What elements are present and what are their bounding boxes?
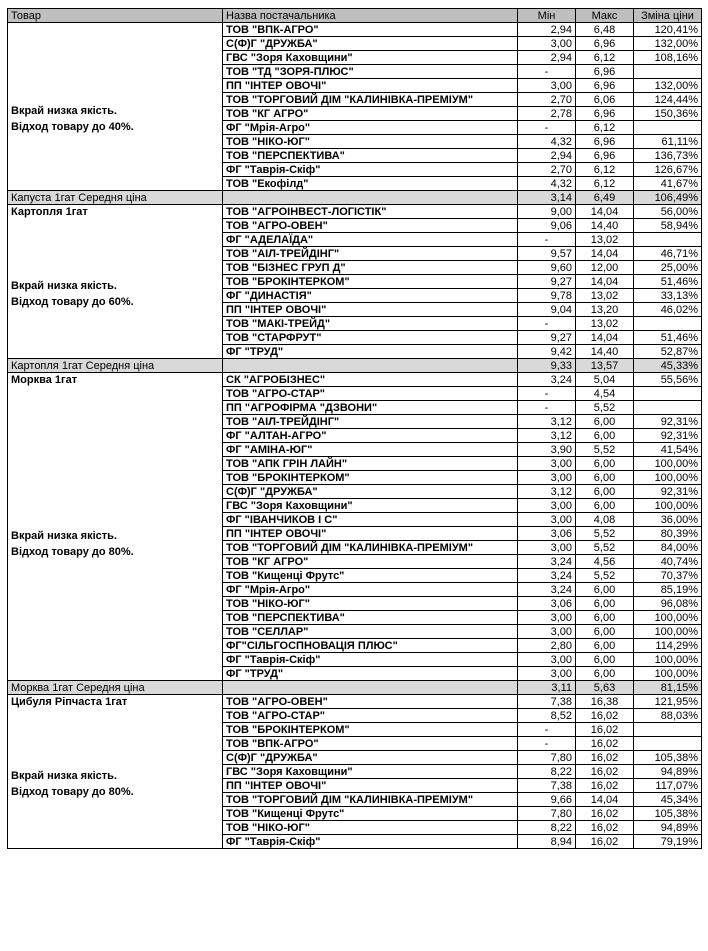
price-change-cell xyxy=(634,65,702,79)
supplier-cell: ТОВ "АІЛ-ТРЕЙДІНГ" xyxy=(223,415,518,429)
table-row xyxy=(8,205,702,219)
price-change-cell xyxy=(634,317,702,331)
max-price-cell: 14,04 xyxy=(576,247,634,261)
average-label: Капуста 1гат Середня ціна xyxy=(8,191,223,205)
price-change-cell: 40,74% xyxy=(634,555,702,569)
max-price-cell: 6,00 xyxy=(576,485,634,499)
price-change-cell: 58,94% xyxy=(634,219,702,233)
supplier-cell: ТОВ "ВПК-АГРО" xyxy=(223,737,518,751)
max-price-cell: 5,04 xyxy=(576,373,634,387)
max-price-cell: 13,20 xyxy=(576,303,634,317)
price-change-cell: 150,36% xyxy=(634,107,702,121)
supplier-cell: ФГ "АЛТАН-АГРО" xyxy=(223,429,518,443)
average-change: 81,15% xyxy=(634,681,702,695)
price-change-cell: 94,89% xyxy=(634,765,702,779)
price-change-cell: 46,71% xyxy=(634,247,702,261)
quality-note-line2: Відход товару до 60%. xyxy=(11,296,134,308)
price-change-cell: 41,54% xyxy=(634,443,702,457)
price-change-cell: 33,13% xyxy=(634,289,702,303)
min-price-cell: 4,32 xyxy=(518,135,576,149)
price-change-cell: 117,07% xyxy=(634,779,702,793)
min-price-cell: 7,38 xyxy=(518,779,576,793)
supplier-cell: ФГ "АМІНА-ЮГ" xyxy=(223,443,518,457)
max-price-cell: 6,96 xyxy=(576,65,634,79)
max-price-cell: 6,96 xyxy=(576,79,634,93)
product-name: Картопля 1гат xyxy=(11,206,88,218)
min-price-cell: 3,24 xyxy=(518,373,576,387)
product-cell xyxy=(8,205,223,359)
price-change-cell: 100,00% xyxy=(634,457,702,471)
min-price-cell: - xyxy=(518,737,576,751)
max-price-cell: 6,96 xyxy=(576,37,634,51)
supplier-cell: ПП "АГРОФІРМА "ДЗВОНИ" xyxy=(223,401,518,415)
price-change-cell: 100,00% xyxy=(634,625,702,639)
price-change-cell xyxy=(634,387,702,401)
price-change-cell: 124,44% xyxy=(634,93,702,107)
quality-note-line1: Вкрай низка якість. xyxy=(11,280,117,292)
supplier-cell: ФГ"СІЛЬГОСПНОВАЦІЯ ПЛЮС" xyxy=(223,639,518,653)
supplier-cell: ТОВ "НІКО-ЮГ" xyxy=(223,821,518,835)
average-change: 45,33% xyxy=(634,359,702,373)
supplier-cell: С(Ф)Г "ДРУЖБА" xyxy=(223,751,518,765)
min-price-cell: 3,00 xyxy=(518,541,576,555)
max-price-cell: 6,00 xyxy=(576,639,634,653)
supplier-cell: ФГ "ІВАНЧИКОВ І С" xyxy=(223,513,518,527)
max-price-cell: 6,00 xyxy=(576,415,634,429)
min-price-cell: 3,06 xyxy=(518,597,576,611)
price-change-cell: 100,00% xyxy=(634,611,702,625)
min-price-cell: 9,66 xyxy=(518,793,576,807)
max-price-cell: 16,02 xyxy=(576,751,634,765)
min-price-cell: - xyxy=(518,723,576,737)
min-price-cell: 8,22 xyxy=(518,821,576,835)
supplier-cell: ТОВ "АГРО-ОВЕН" xyxy=(223,695,518,709)
min-price-cell: - xyxy=(518,401,576,415)
price-change-cell: 80,39% xyxy=(634,527,702,541)
price-change-cell: 94,89% xyxy=(634,821,702,835)
min-price-cell: - xyxy=(518,233,576,247)
price-change-cell: 52,87% xyxy=(634,345,702,359)
supplier-cell: ТОВ "Кищенці Фрутс" xyxy=(223,569,518,583)
supplier-cell: ФГ "ТРУД" xyxy=(223,345,518,359)
price-change-cell: 100,00% xyxy=(634,653,702,667)
min-price-cell: 3,24 xyxy=(518,583,576,597)
supplier-cell: ТОВ "Кищенці Фрутс" xyxy=(223,807,518,821)
price-change-cell: 132,00% xyxy=(634,79,702,93)
price-change-cell: 132,00% xyxy=(634,37,702,51)
max-price-cell: 6,12 xyxy=(576,163,634,177)
average-min: 3,14 xyxy=(518,191,576,205)
quality-note xyxy=(11,770,134,798)
price-change-cell: 96,08% xyxy=(634,597,702,611)
supplier-cell: ТОВ "АПК ГРІН ЛАЙН" xyxy=(223,457,518,471)
product-name: Цибуля Ріпчаста 1гат xyxy=(11,696,128,708)
max-price-cell: 14,40 xyxy=(576,345,634,359)
max-price-cell: 4,56 xyxy=(576,555,634,569)
min-price-cell: 9,57 xyxy=(518,247,576,261)
price-change-cell: 92,31% xyxy=(634,429,702,443)
min-price-cell: 2,94 xyxy=(518,149,576,163)
supplier-cell: ГВС "Зоря Каховщини" xyxy=(223,499,518,513)
min-price-cell: 2,70 xyxy=(518,93,576,107)
min-price-cell: 3,00 xyxy=(518,457,576,471)
max-price-cell: 16,02 xyxy=(576,821,634,835)
supplier-cell: ТОВ "АІЛ-ТРЕЙДІНГ" xyxy=(223,247,518,261)
min-price-cell: 3,00 xyxy=(518,471,576,485)
supplier-cell: ТОВ "ПЕРСПЕКТИВА" xyxy=(223,611,518,625)
min-price-cell: - xyxy=(518,387,576,401)
price-change-cell: 70,37% xyxy=(634,569,702,583)
max-price-cell: 16,02 xyxy=(576,835,634,849)
min-price-cell: 9,78 xyxy=(518,289,576,303)
supplier-cell: ТОВ "ПЕРСПЕКТИВА" xyxy=(223,149,518,163)
min-price-cell: 3,00 xyxy=(518,625,576,639)
max-price-cell: 6,96 xyxy=(576,107,634,121)
min-price-cell: 3,00 xyxy=(518,667,576,681)
supplier-cell: ТОВ "Екофілд" xyxy=(223,177,518,191)
supplier-cell: ТОВ "АГРО-СТАР" xyxy=(223,387,518,401)
max-price-cell: 14,04 xyxy=(576,793,634,807)
supplier-cell: ТОВ "СЕЛЛАР" xyxy=(223,625,518,639)
quality-note-line1: Вкрай низка якість. xyxy=(11,770,117,782)
price-change-cell xyxy=(634,121,702,135)
supplier-cell: ТОВ "КГ АГРО" xyxy=(223,555,518,569)
max-price-cell: 6,00 xyxy=(576,667,634,681)
supplier-cell: С(Ф)Г "ДРУЖБА" xyxy=(223,37,518,51)
supplier-cell: ТОВ "БРОКІНТЕРКОМ" xyxy=(223,471,518,485)
min-price-cell: 9,27 xyxy=(518,331,576,345)
supplier-cell: ТОВ "НІКО-ЮГ" xyxy=(223,597,518,611)
min-price-cell: 3,24 xyxy=(518,555,576,569)
supplier-cell: ФГ "Таврія-Скіф" xyxy=(223,653,518,667)
price-change-cell: 25,00% xyxy=(634,261,702,275)
min-price-cell: 3,00 xyxy=(518,79,576,93)
table-body xyxy=(8,23,702,849)
max-price-cell: 16,02 xyxy=(576,779,634,793)
supplier-cell: ТОВ "ТОРГОВИЙ ДІМ "КАЛИНІВКА-ПРЕМІУМ" xyxy=(223,541,518,555)
quality-note xyxy=(11,105,134,133)
table-row xyxy=(8,23,702,37)
price-change-cell: 55,56% xyxy=(634,373,702,387)
min-price-cell: 4,32 xyxy=(518,177,576,191)
price-change-cell: 41,67% xyxy=(634,177,702,191)
max-price-cell: 5,52 xyxy=(576,569,634,583)
quality-note xyxy=(11,530,134,558)
average-row xyxy=(8,191,702,205)
max-price-cell: 6,06 xyxy=(576,93,634,107)
supplier-cell: ФГ "АДЕЛАЇДА" xyxy=(223,233,518,247)
max-price-cell: 14,04 xyxy=(576,331,634,345)
min-price-cell: 3,00 xyxy=(518,611,576,625)
min-price-cell: 7,38 xyxy=(518,695,576,709)
max-price-cell: 12,00 xyxy=(576,261,634,275)
max-price-cell: 6,12 xyxy=(576,51,634,65)
max-price-cell: 4,54 xyxy=(576,387,634,401)
max-price-cell: 6,00 xyxy=(576,583,634,597)
price-change-cell: 51,46% xyxy=(634,275,702,289)
min-price-cell: 2,70 xyxy=(518,163,576,177)
average-empty-cell xyxy=(223,681,518,695)
min-price-cell: - xyxy=(518,317,576,331)
max-price-cell: 6,00 xyxy=(576,471,634,485)
average-max: 6,49 xyxy=(576,191,634,205)
column-header-product: Товар xyxy=(8,9,223,23)
average-row xyxy=(8,359,702,373)
quality-note-line2: Відход товару до 80%. xyxy=(11,786,134,798)
min-price-cell: 7,80 xyxy=(518,807,576,821)
max-price-cell: 5,52 xyxy=(576,401,634,415)
supplier-cell: ФГ "Таврія-Скіф" xyxy=(223,835,518,849)
min-price-cell: 2,80 xyxy=(518,639,576,653)
price-change-cell: 100,00% xyxy=(634,667,702,681)
quality-note-line2: Відход товару до 80%. xyxy=(11,546,134,558)
min-price-cell: 3,00 xyxy=(518,513,576,527)
average-min: 3,11 xyxy=(518,681,576,695)
supplier-cell: ТОВ "НІКО-ЮГ" xyxy=(223,135,518,149)
quality-note-line1: Вкрай низка якість. xyxy=(11,530,117,542)
supplier-cell: ТОВ "АГРО-ОВЕН" xyxy=(223,219,518,233)
supplier-cell: СК "АГРОБІЗНЕС" xyxy=(223,373,518,387)
min-price-cell: 8,94 xyxy=(518,835,576,849)
supplier-cell: ТОВ "МАКІ-ТРЕЙД" xyxy=(223,317,518,331)
average-min: 9,33 xyxy=(518,359,576,373)
column-header-min: Мін xyxy=(518,9,576,23)
min-price-cell: 3,00 xyxy=(518,499,576,513)
price-change-cell: 88,03% xyxy=(634,709,702,723)
price-change-cell: 100,00% xyxy=(634,499,702,513)
min-price-cell: 9,27 xyxy=(518,275,576,289)
price-change-cell: 114,29% xyxy=(634,639,702,653)
max-price-cell: 6,00 xyxy=(576,597,634,611)
supplier-cell: ФГ "ТРУД" xyxy=(223,667,518,681)
price-change-cell: 136,73% xyxy=(634,149,702,163)
min-price-cell: 3,12 xyxy=(518,415,576,429)
average-max: 5,63 xyxy=(576,681,634,695)
price-change-cell: 105,38% xyxy=(634,751,702,765)
price-change-cell: 105,38% xyxy=(634,807,702,821)
max-price-cell: 13,02 xyxy=(576,233,634,247)
price-change-cell: 100,00% xyxy=(634,471,702,485)
max-price-cell: 6,00 xyxy=(576,653,634,667)
average-empty-cell xyxy=(223,191,518,205)
column-header-change: Зміна ціни xyxy=(634,9,702,23)
max-price-cell: 16,02 xyxy=(576,765,634,779)
min-price-cell: 3,12 xyxy=(518,429,576,443)
min-price-cell: 3,90 xyxy=(518,443,576,457)
max-price-cell: 6,12 xyxy=(576,177,634,191)
header-row xyxy=(8,9,702,23)
max-price-cell: 6,12 xyxy=(576,121,634,135)
column-header-supplier: Назва постачальника xyxy=(223,9,518,23)
min-price-cell: 9,00 xyxy=(518,205,576,219)
average-label: Картопля 1гат Середня ціна xyxy=(8,359,223,373)
average-max: 13,57 xyxy=(576,359,634,373)
quality-note-line2: Відход товару до 40%. xyxy=(11,121,134,133)
supplier-cell: ТОВ "БРОКІНТЕРКОМ" xyxy=(223,723,518,737)
price-change-cell: 61,11% xyxy=(634,135,702,149)
max-price-cell: 16,38 xyxy=(576,695,634,709)
min-price-cell: 8,22 xyxy=(518,765,576,779)
max-price-cell: 5,52 xyxy=(576,541,634,555)
supplier-cell: С(Ф)Г "ДРУЖБА" xyxy=(223,485,518,499)
min-price-cell: 9,06 xyxy=(518,219,576,233)
supplier-cell: ТОВ "ВПК-АГРО" xyxy=(223,23,518,37)
min-price-cell: 9,04 xyxy=(518,303,576,317)
price-change-cell: 51,46% xyxy=(634,331,702,345)
max-price-cell: 6,00 xyxy=(576,429,634,443)
max-price-cell: 6,00 xyxy=(576,625,634,639)
max-price-cell: 6,00 xyxy=(576,611,634,625)
max-price-cell: 16,02 xyxy=(576,709,634,723)
quality-note xyxy=(11,280,134,308)
max-price-cell: 6,00 xyxy=(576,499,634,513)
max-price-cell: 14,04 xyxy=(576,205,634,219)
supplier-cell: ФГ "Таврія-Скіф" xyxy=(223,163,518,177)
min-price-cell: 8,52 xyxy=(518,709,576,723)
min-price-cell: 3,00 xyxy=(518,653,576,667)
price-change-cell: 46,02% xyxy=(634,303,702,317)
max-price-cell: 16,02 xyxy=(576,723,634,737)
supplier-cell: ТОВ "КГ АГРО" xyxy=(223,107,518,121)
supplier-cell: ПП "ІНТЕР ОВОЧІ" xyxy=(223,79,518,93)
supplier-cell: ТОВ "БІЗНЕС ГРУП Д" xyxy=(223,261,518,275)
supplier-cell: ТОВ "АГРОІНВЕСТ-ЛОГІСТІК" xyxy=(223,205,518,219)
max-price-cell: 6,96 xyxy=(576,135,634,149)
max-price-cell: 16,02 xyxy=(576,807,634,821)
max-price-cell: 13,02 xyxy=(576,289,634,303)
quality-note-line1: Вкрай низка якість. xyxy=(11,105,117,117)
average-row xyxy=(8,681,702,695)
max-price-cell: 16,02 xyxy=(576,737,634,751)
min-price-cell: 2,94 xyxy=(518,51,576,65)
price-change-cell: 85,19% xyxy=(634,583,702,597)
max-price-cell: 6,96 xyxy=(576,149,634,163)
price-change-cell: 45,34% xyxy=(634,793,702,807)
column-header-max: Макс xyxy=(576,9,634,23)
max-price-cell: 4,08 xyxy=(576,513,634,527)
supplier-cell: ГВС "Зоря Каховщини" xyxy=(223,51,518,65)
price-change-cell xyxy=(634,401,702,415)
price-change-cell: 120,41% xyxy=(634,23,702,37)
supplier-cell: ФГ "Мрія-Агро" xyxy=(223,121,518,135)
table-row xyxy=(8,695,702,709)
price-change-cell: 121,95% xyxy=(634,695,702,709)
min-price-cell: - xyxy=(518,65,576,79)
min-price-cell: 3,06 xyxy=(518,527,576,541)
supplier-cell: ФГ "Мрія-Агро" xyxy=(223,583,518,597)
min-price-cell: 9,42 xyxy=(518,345,576,359)
supplier-cell: ТОВ "СТАРФРУТ" xyxy=(223,331,518,345)
product-name: Морква 1гат xyxy=(11,374,78,386)
supplier-cell: ТОВ "ТОРГОВИЙ ДІМ "КАЛИНІВКА-ПРЕМІУМ" xyxy=(223,793,518,807)
min-price-cell: 2,94 xyxy=(518,23,576,37)
price-change-cell: 79,19% xyxy=(634,835,702,849)
supplier-cell: ПП "ІНТЕР ОВОЧІ" xyxy=(223,779,518,793)
supplier-cell: ТОВ "АГРО-СТАР" xyxy=(223,709,518,723)
max-price-cell: 5,52 xyxy=(576,443,634,457)
min-price-cell: 3,00 xyxy=(518,37,576,51)
price-change-cell: 84,00% xyxy=(634,541,702,555)
price-change-cell: 92,31% xyxy=(634,415,702,429)
average-change: 106,49% xyxy=(634,191,702,205)
price-change-cell xyxy=(634,723,702,737)
product-cell xyxy=(8,695,223,849)
price-change-cell: 92,31% xyxy=(634,485,702,499)
supplier-cell: ТОВ "ТОРГОВИЙ ДІМ "КАЛИНІВКА-ПРЕМІУМ" xyxy=(223,93,518,107)
min-price-cell: 7,80 xyxy=(518,751,576,765)
min-price-cell: 3,12 xyxy=(518,485,576,499)
price-change-cell: 126,67% xyxy=(634,163,702,177)
max-price-cell: 6,48 xyxy=(576,23,634,37)
min-price-cell: 3,24 xyxy=(518,569,576,583)
price-change-cell xyxy=(634,233,702,247)
min-price-cell: 2,78 xyxy=(518,107,576,121)
min-price-cell: 9,60 xyxy=(518,261,576,275)
supplier-cell: ТОВ "ТД "ЗОРЯ-ПЛЮС" xyxy=(223,65,518,79)
max-price-cell: 6,00 xyxy=(576,457,634,471)
product-cell xyxy=(8,23,223,191)
price-change-cell: 36,00% xyxy=(634,513,702,527)
average-label: Морква 1гат Середня ціна xyxy=(8,681,223,695)
supplier-cell: ФГ "ДИНАСТІЯ" xyxy=(223,289,518,303)
supplier-cell: ГВС "Зоря Каховщини" xyxy=(223,765,518,779)
price-change-cell: 108,16% xyxy=(634,51,702,65)
price-change-cell xyxy=(634,737,702,751)
supplier-cell: ПП "ІНТЕР ОВОЧІ" xyxy=(223,303,518,317)
min-price-cell: - xyxy=(518,121,576,135)
supplier-cell: ПП "ІНТЕР ОВОЧІ" xyxy=(223,527,518,541)
price-change-cell: 56,00% xyxy=(634,205,702,219)
table-row xyxy=(8,373,702,387)
max-price-cell: 5,52 xyxy=(576,527,634,541)
supplier-cell: ТОВ "БРОКІНТЕРКОМ" xyxy=(223,275,518,289)
average-empty-cell xyxy=(223,359,518,373)
max-price-cell: 13,02 xyxy=(576,317,634,331)
product-cell xyxy=(8,373,223,681)
price-table xyxy=(7,8,702,849)
max-price-cell: 14,40 xyxy=(576,219,634,233)
max-price-cell: 14,04 xyxy=(576,275,634,289)
